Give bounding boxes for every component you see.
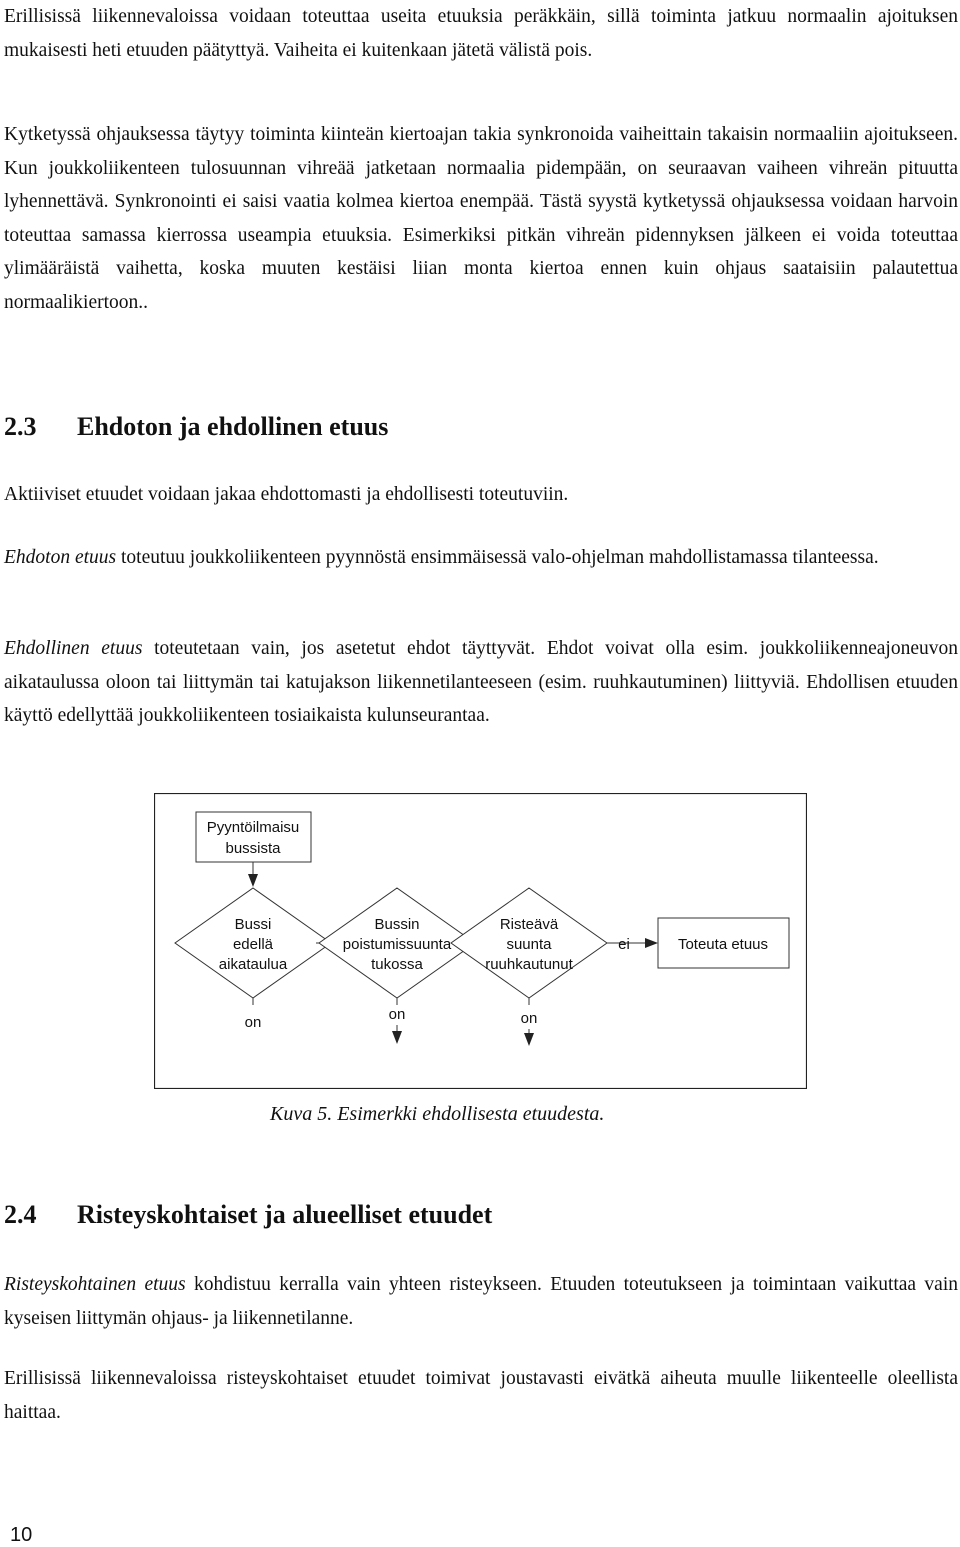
section-heading-2-3 [4, 412, 388, 442]
section-number: 2.3 [4, 412, 37, 441]
start-box-line1: Pyyntöilmaisu [206, 819, 300, 836]
section-title: Ehdoton ja ehdollinen etuus [77, 412, 389, 441]
arrowhead-right-icon [645, 938, 658, 948]
arrowhead-down-icon [524, 1033, 534, 1046]
diamond3-line1: Risteävä [499, 916, 559, 933]
section-number: 2.4 [4, 1200, 37, 1229]
paragraph-text: toteutuu joukkoliikenteen pyynnöstä ensimmäisessä valo-ohjelman mahdollistamassa tilanteessa. [116, 547, 879, 568]
branch-label-yes-3: on [520, 1010, 538, 1027]
diamond2-line1: Bussin [374, 916, 420, 933]
paragraph-unconditional-priority [4, 541, 958, 575]
branch-label-yes-1: on [244, 1014, 262, 1031]
branch-label-yes-2: on [388, 1006, 406, 1023]
figure-caption: Kuva 5. Esimerkki ehdollisesta etuudesta. [270, 1103, 605, 1125]
page-number: 10 [10, 1524, 33, 1546]
section-title: Risteyskohtaiset ja alueelliset etuudet [77, 1200, 493, 1229]
diamond1-line3: aikataulua [218, 956, 288, 973]
paragraph-text: toteutetaan vain, jos asetetut ehdot täyttyvät. Ehdot voivat olla esim. joukkoliikenneajoneuvon aikataulussa oloon tai liittymän tai katujakson liikennetilanteeseen (esim. ruuhkautuminen) liittyviä. Ehdollisen etuuden käyttö edellyttää joukkoliikenteen tosiaikaista kulunseurantaa. [4, 638, 958, 726]
end-box-label: Toteuta etuus [677, 936, 769, 953]
paragraph-active-priorities: Aktiiviset etuudet voidaan jakaa ehdottomasti ja ehdollisesti toteutuviin. [4, 484, 569, 505]
paragraph-text: kohdistuu kerralla vain yhteen risteykseen. Etuuden toteutukseen ja toimintaan vaikuttaa vain kyseisen liittymän ohjaus- ja liikennetilanne. [4, 1274, 958, 1329]
term-unconditional: Ehdoton etuus [4, 547, 117, 568]
diamond1-line2: edellä [232, 936, 274, 953]
paragraph-coordinated-control: Kytketyssä ohjauksessa täytyy toiminta kiinteän kiertoajan takia synkronoida vaiheittain takaisin normaaliin ajoitukseen. Kun joukkoliikenteen tulosuunnan vihreää jatketaan normaalia pidempään, on seuraavan vaiheen vihreän pituutta lyhennettävä. Synkronointi ei saisi vaatia kolmea kiertoa enempää. Tästä syystä kytketyssä ohjauksessa voidaan harvoin toteuttaa samassa kierrossa useampia etuuksia. Esimerkiksi pitkän vihreän pidennyksen jälkeen ei voida toteuttaa ylimääräistä vaihetta, koska muuten kestäisi liian monta kiertoa ennen kuin ohjaus saataisiin palautettua normaalikiertoon.. [4, 124, 958, 313]
section-heading-2-4 [4, 1200, 492, 1230]
diamond1-line1: Bussi [234, 916, 272, 933]
paragraph-sequential-priorities: Erillisissä liikennevaloissa voidaan toteuttaa useita etuuksia peräkkäin, sillä toiminta jatkuu normaalin ajoituksen mukaisesti heti etuuden päätyttyä. Vaiheita ei kuitenkaan jätetä välistä pois. [4, 6, 958, 61]
branch-label-no: ei [618, 936, 630, 953]
arrowhead-down-icon [248, 874, 258, 887]
term-conditional: Ehdollinen etuus [4, 638, 143, 659]
paragraph-isolated-signals: Erillisissä liikennevaloissa risteyskohtaiset etuudet toimivat joustavasti eivätkä aiheuta muulle liikenteelle oleellista haittaa. [4, 1368, 958, 1423]
paragraph-intersection-priority [4, 1268, 958, 1335]
flowchart-figure [154, 793, 807, 1089]
term-intersection: Risteyskohtainen etuus [4, 1274, 186, 1295]
paragraph-conditional-priority [4, 632, 958, 733]
start-box-line2: bussista [225, 840, 281, 857]
diamond3-line2: suunta [506, 936, 552, 953]
diamond3-line3: ruuhkautunut [485, 956, 573, 973]
arrowhead-down-icon [392, 1031, 402, 1044]
diamond2-line2: poistumissuunta [342, 936, 452, 953]
diamond2-line3: tukossa [371, 956, 423, 973]
